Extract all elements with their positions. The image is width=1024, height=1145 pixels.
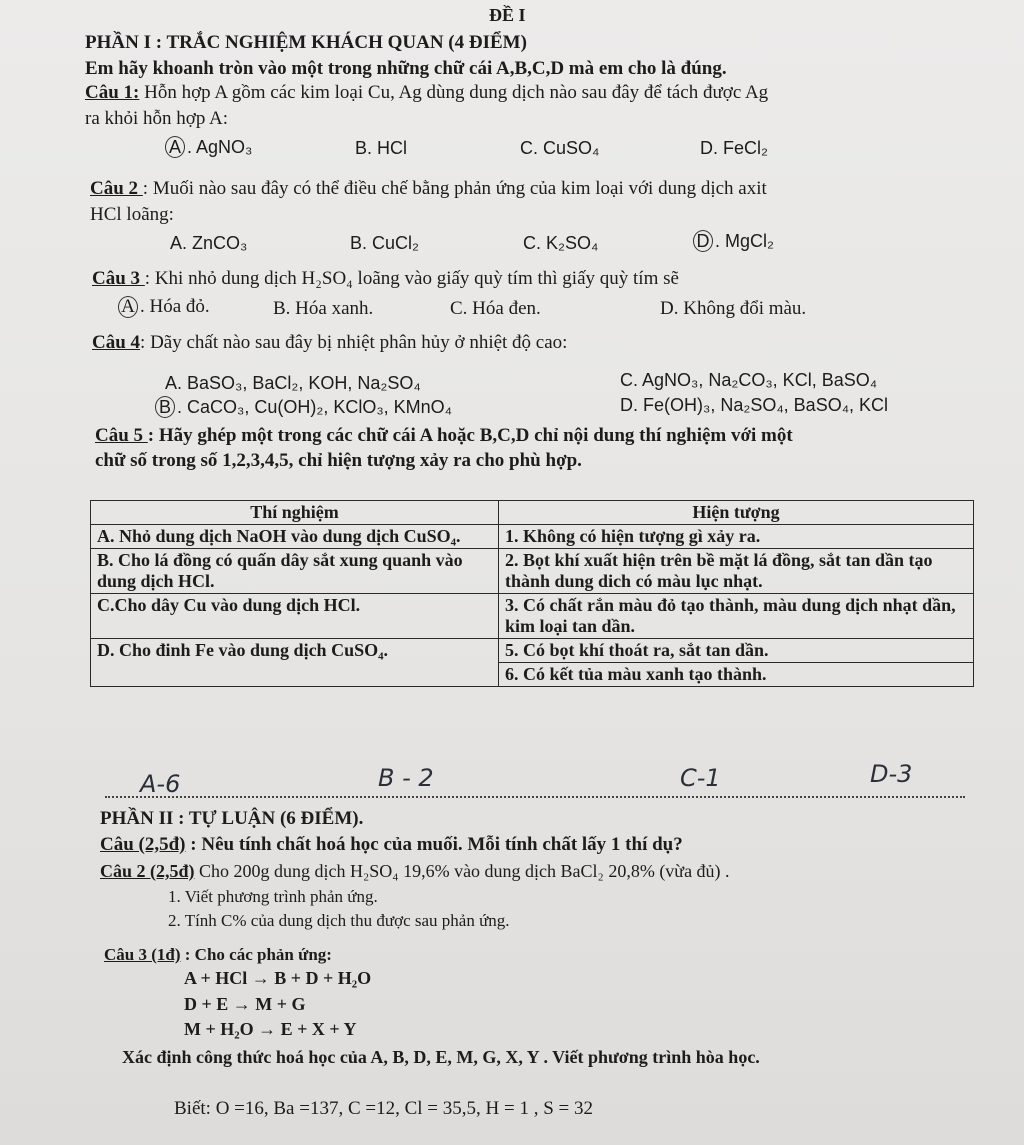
q1-text2: ra khỏi hỗn hợp A:: [85, 108, 229, 129]
phenomenon-1: 1. Không có hiện tượng gì xảy ra.: [499, 525, 974, 549]
q5-text1: : Hãy ghép một trong các chữ cái A hoặc B,C,D chỉ nội dung thí nghiệm với một: [147, 425, 793, 446]
part2-q3-label: Câu 3 (1đ): [104, 945, 181, 964]
q2-stem: [90, 178, 767, 200]
part2-heading: PHẦN II : TỰ LUẬN (6 ĐIỂM).: [100, 808, 364, 829]
experiment-table: [90, 500, 974, 687]
q4-option-c: C. AgNO₃, Na₂CO₃, KCl, BaSO₄: [620, 370, 878, 390]
q4-text1: : Dãy chất nào sau đây bị nhiệt phân hủy ở nhiệt độ cao:: [140, 332, 568, 353]
q1-option-b: B. HCl: [355, 138, 408, 158]
q4-stem: [92, 332, 567, 354]
part2-q3-ask: Xác định công thức hoá học của A, B, D, E, M, G, X, Y . Viết phương trình hòa học.: [122, 1047, 760, 1067]
q2-circled-letter: D: [693, 230, 713, 252]
q3-option-b: B. Hóa xanh.: [273, 298, 374, 319]
part2-q2: [100, 860, 730, 882]
phenomenon-3: 3. Có chất rắn màu đỏ tạo thành, màu dung dịch nhạt dần, kim loại tan dần.: [499, 594, 974, 639]
part2-q1-label: Câu (2,5đ): [100, 834, 186, 855]
handwritten-answer-d: D-3: [870, 760, 913, 788]
part2-q2-item2: 2. Tính C% của dung dịch thu được sau phản ứng.: [168, 911, 510, 930]
table-row: [91, 549, 974, 594]
q3-option-d: D. Không đổi màu.: [660, 298, 807, 319]
phenomenon-5: 5. Có bọt khí thoát ra, sắt tan dần.: [499, 639, 974, 663]
q2-label: Câu 2: [90, 178, 143, 199]
q2-text2: HCl loãng:: [90, 204, 174, 225]
q2-option-d: [693, 230, 774, 252]
q3-option-a-text: . Hóa đỏ.: [140, 296, 210, 317]
q3-circled-letter: A: [118, 296, 138, 318]
q1-stem: [85, 82, 768, 104]
exam-title: ĐỀ I: [489, 5, 526, 25]
q4-label: Câu 4: [92, 332, 141, 353]
table-row: [91, 525, 974, 549]
q4-option-a: A. BaSO₃, BaCl₂, KOH, Na₂SO₄: [165, 373, 421, 393]
q2-option-b: B. CuCl₂: [350, 233, 420, 253]
reaction-equation-1: A + HCl → B + D + H₂O: [184, 968, 372, 988]
part2-q3: [104, 944, 332, 966]
part2-q1-text: : Nêu tính chất hoá học của muối. Mỗi tính chất lấy 1 thí dụ?: [185, 834, 683, 855]
part2-q3-text: : Cho các phản ứng:: [180, 945, 332, 964]
q4-option-d: D. Fe(OH)₃, Na₂SO₄, BaSO₄, KCl: [620, 395, 889, 415]
q1-option-c: C. CuSO₄: [520, 138, 600, 158]
table-row: [91, 594, 974, 639]
part2-q2-label: Câu 2 (2,5đ): [100, 861, 195, 881]
part1-heading: PHẦN I : TRẮC NGHIỆM KHÁCH QUAN (4 ĐIỂM): [85, 32, 527, 53]
reaction-equation-2: D + E → M + G: [184, 994, 306, 1014]
q1-text1: Hỗn hợp A gồm các kim loại Cu, Ag dùng dung dịch nào sau đây để tách được Ag: [139, 82, 769, 103]
table-header-row: [91, 501, 974, 525]
part2-q1: [100, 834, 683, 856]
q4-circled-letter: B: [155, 396, 175, 418]
part1-instruction: Em hãy khoanh tròn vào một trong những chữ cái A,B,C,D mà em cho là đúng.: [85, 58, 727, 79]
q2-option-c: C. K₂SO₄: [523, 233, 599, 253]
q4-option-b-text: . CaCO₃, Cu(OH)₂, KClO₃, KMnO₄: [177, 397, 453, 417]
experiment-c: C.Cho dây Cu vào dung dịch HCl.: [91, 594, 499, 639]
q1-option-a: [165, 136, 252, 158]
part2-q2-text: Cho 200g dung dịch H₂SO₄ 19,6% vào dung dịch BaCl₂ 20,8% (vừa đủ) .: [194, 861, 730, 881]
q3-option-c: C. Hóa đen.: [450, 298, 541, 319]
experiment-d: D. Cho đinh Fe vào dung dịch CuSO₄.: [91, 639, 499, 687]
q1-circled-letter: A: [165, 136, 185, 158]
q3-text1: : Khi nhỏ dung dịch H₂SO₄ loãng vào giấy quỳ tím thì giấy quỳ tím sẽ: [144, 268, 679, 289]
q3-label: Câu 3: [92, 268, 145, 289]
q5-text2: chữ số trong số 1,2,3,4,5, chỉ hiện tượng xảy ra cho phù hợp.: [95, 450, 582, 471]
table-header-experiment: Thí nghiệm: [91, 501, 499, 525]
q2-option-a: A. ZnCO₃: [170, 233, 248, 253]
table-header-phenomenon: Hiện tượng: [499, 501, 974, 525]
handwritten-answer-a: A-6: [140, 770, 181, 798]
answer-dotted-line: [105, 796, 965, 798]
experiment-a: A. Nhỏ dung dịch NaOH vào dung dịch CuSO₄.: [91, 525, 499, 549]
q4-option-b: [155, 396, 452, 418]
q3-stem: [92, 268, 679, 290]
phenomenon-6: 6. Có kết tủa màu xanh tạo thành.: [499, 663, 974, 687]
q3-option-a: [118, 296, 210, 318]
experiment-b: B. Cho lá đồng có quấn dây sắt xung quanh vào dung dịch HCl.: [91, 549, 499, 594]
q5-label: Câu 5: [95, 425, 148, 446]
given-atomic-masses: Biết: O =16, Ba =137, C =12, Cl = 35,5, H = 1 , S = 32: [174, 1098, 593, 1119]
table-row: [91, 639, 974, 663]
q1-label: Câu 1:: [85, 82, 140, 103]
q1-option-d: D. FeCl₂: [700, 138, 768, 158]
phenomenon-2: 2. Bọt khí xuất hiện trên bề mặt lá đồng, sắt tan dần tạo thành dung dich có màu lục nhạt.: [499, 549, 974, 594]
q1-option-a-text: . AgNO₃: [187, 137, 253, 157]
q2-text1: : Muối nào sau đây có thể điều chế bằng phản ứng của kim loại với dung dịch axit: [142, 178, 767, 199]
part2-q2-item1: 1. Viết phương trình phản ứng.: [168, 887, 378, 906]
q2-option-d-text: . MgCl₂: [715, 231, 774, 251]
q5-stem: [95, 425, 793, 447]
handwritten-answer-c: C-1: [680, 764, 721, 792]
reaction-equation-3: M + H₂O → E + X + Y: [184, 1019, 357, 1039]
handwritten-answer-b: B - 2: [378, 764, 434, 792]
